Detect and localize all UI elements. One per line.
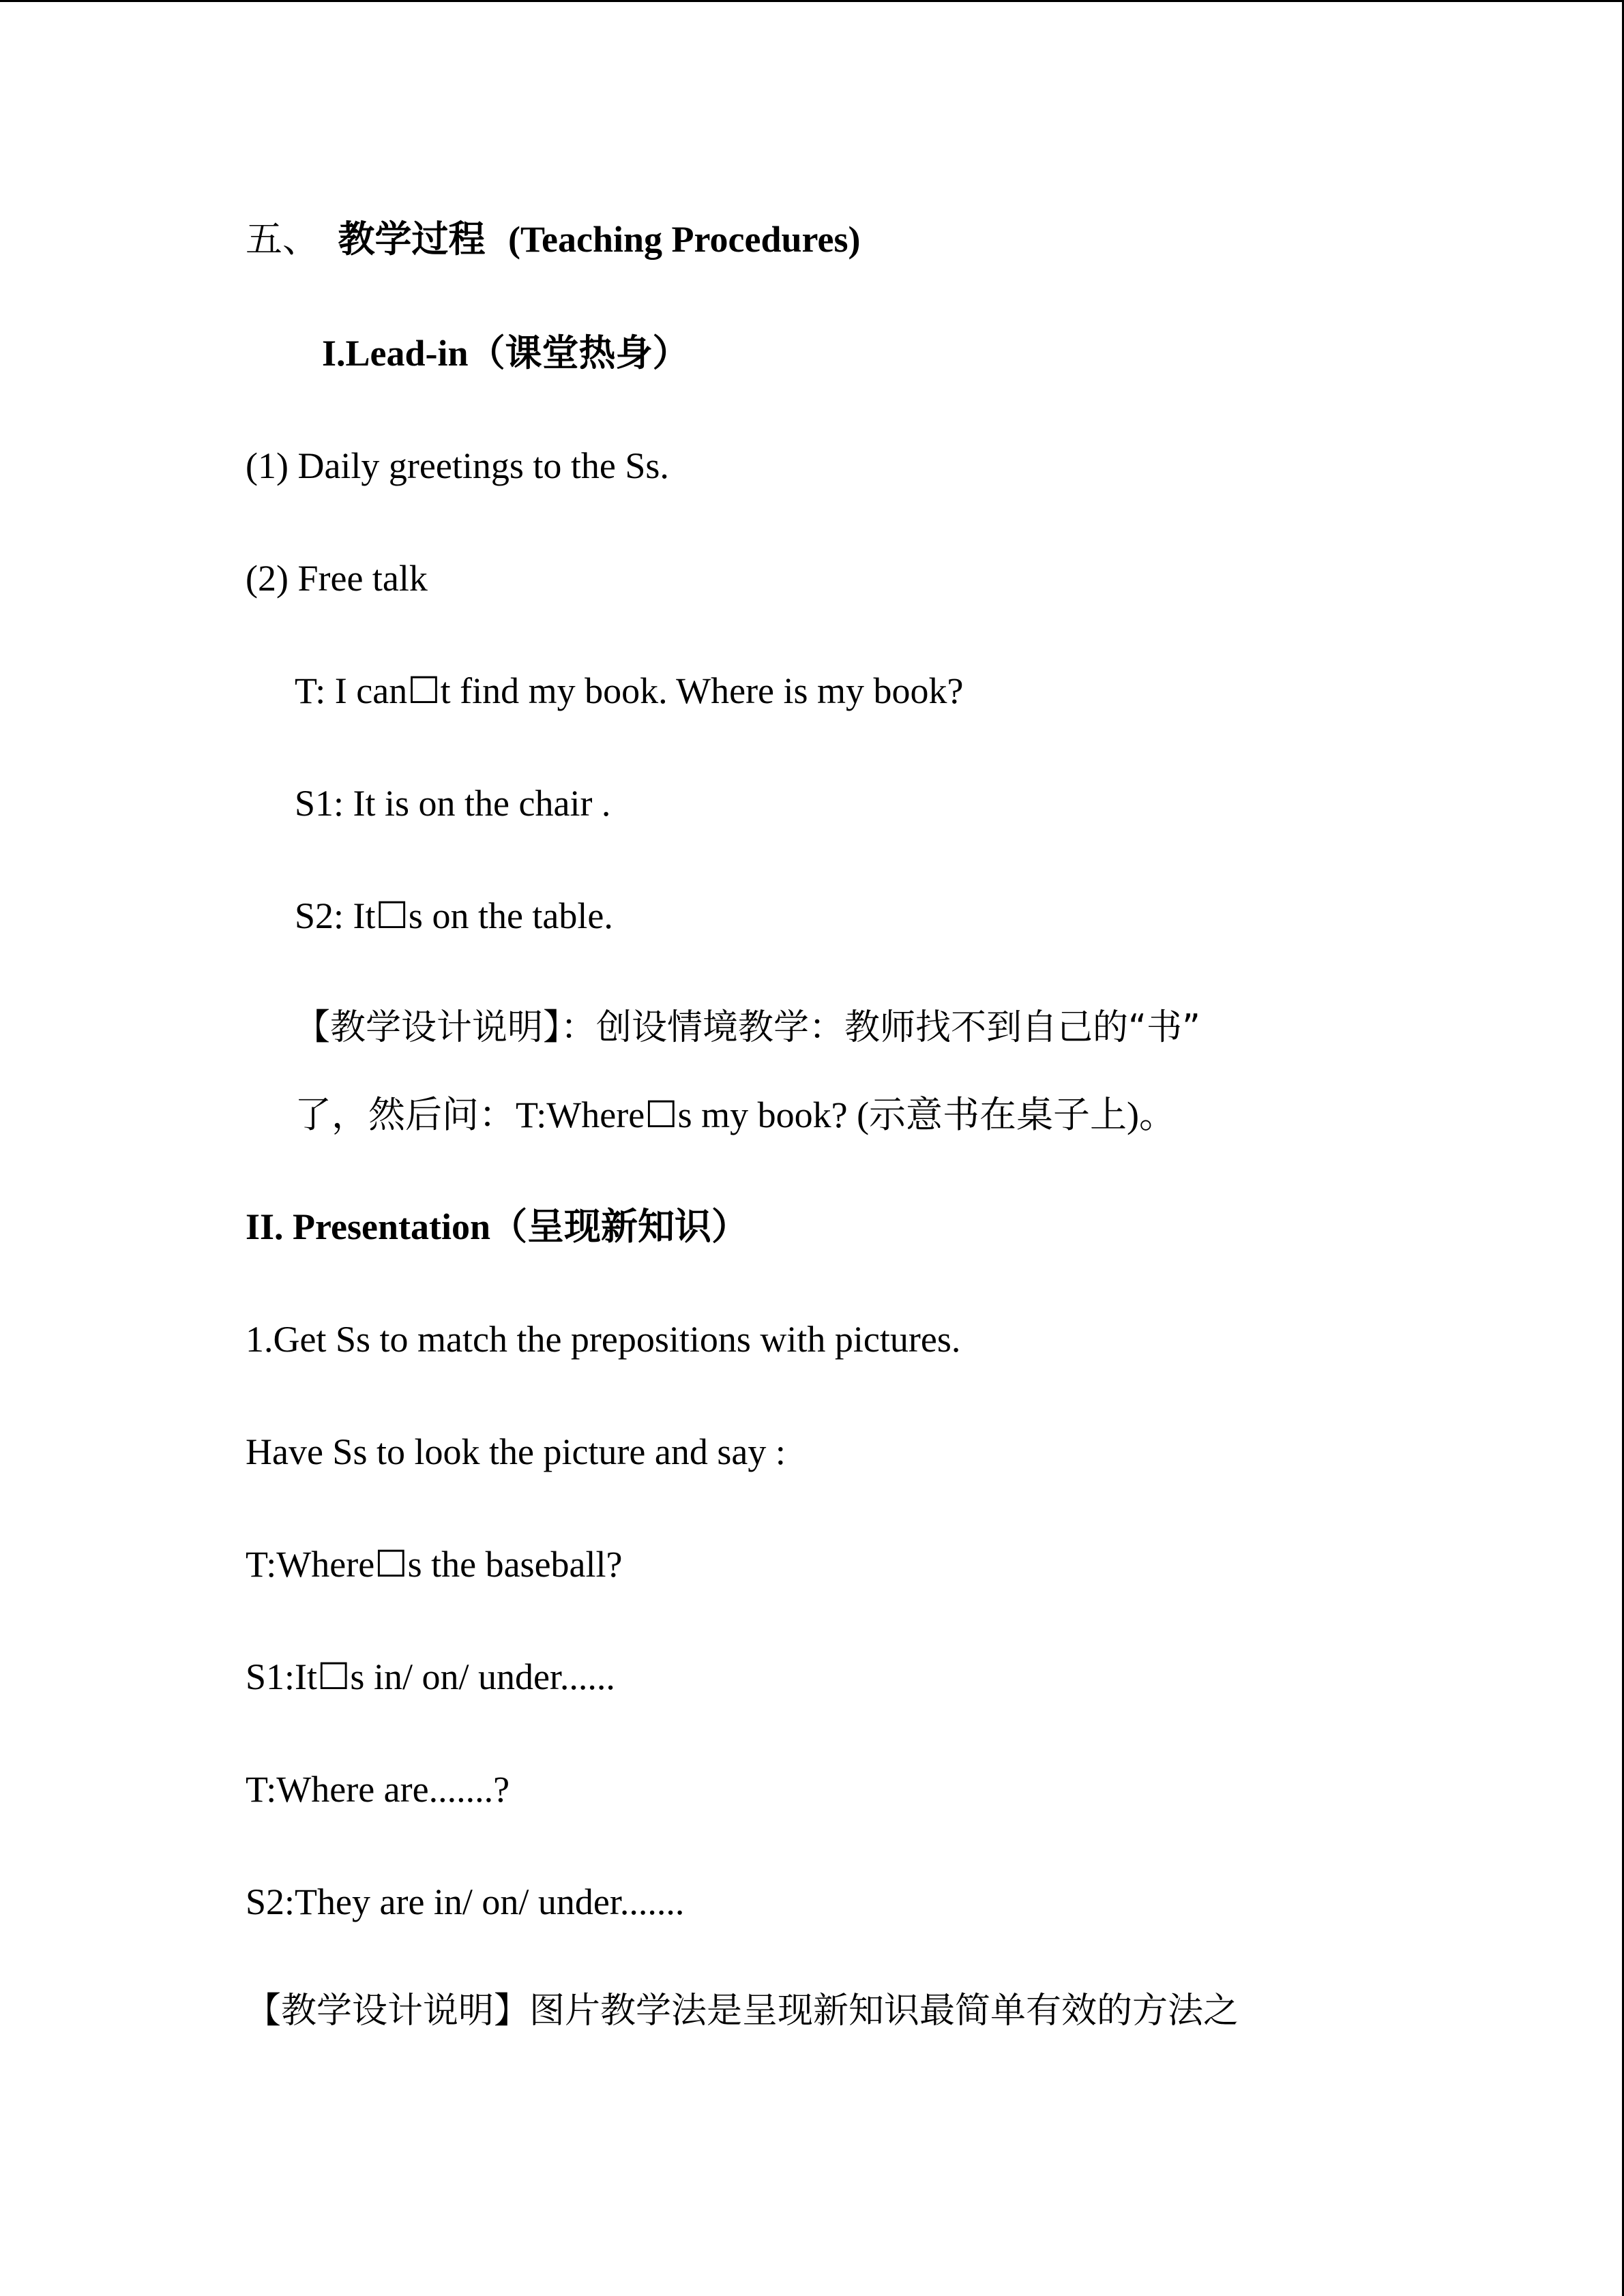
presentation-dialogue-line: S1:It☐s in/ on/ under...... [246,1656,615,1697]
leadin-item-2: (2) Free talk [246,558,428,599]
section-title-cn: 教学过程 [338,218,486,260]
leadin-dialogue-line: T: I can☐t find my book. Where is my book? [295,670,964,711]
presentation-design-note-line-1: 【教学设计说明】图片教学法是呈现新知识最简单有效的方法之 [246,1991,1239,2031]
presentation-instruction: Have Ss to look the picture and say : [246,1431,786,1472]
leadin-item-1: (1) Daily greetings to the Ss. [246,445,669,486]
presentation-heading-cn: （呈现新知识） [490,1205,748,1248]
leadin-dialogue-line: S2: It☐s on the table. [295,895,613,936]
presentation-step-1: 1.Get Ss to match the prepositions with pictures. [246,1319,961,1360]
leadin-heading-cn: （课堂热身） [468,331,690,374]
leadin-design-note-line-2: 了，然后问：T:Where☐s my book? (示意书在桌子上)。 [295,1094,1177,1135]
presentation-heading [246,1205,748,1249]
presentation-heading-en: II. Presentation [246,1206,490,1247]
section-numeral: 五、 [246,218,319,260]
leadin-dialogue-line: S1: It is on the chair . [295,783,611,824]
presentation-dialogue-line: T:Where☐s the baseball? [246,1544,623,1585]
leadin-design-note-line-1: 【教学设计说明】：创设情境教学：教师找不到自己的“书” [295,1007,1200,1048]
presentation-dialogue-line: S2:They are in/ on/ under....... [246,1881,685,1922]
leadin-heading-en: I.Lead-in [322,333,469,374]
section-title-en: (Teaching Procedures) [508,219,861,260]
section-heading [246,218,860,261]
presentation-dialogue-line: T:Where are.......? [246,1769,510,1810]
leadin-heading [322,331,690,375]
